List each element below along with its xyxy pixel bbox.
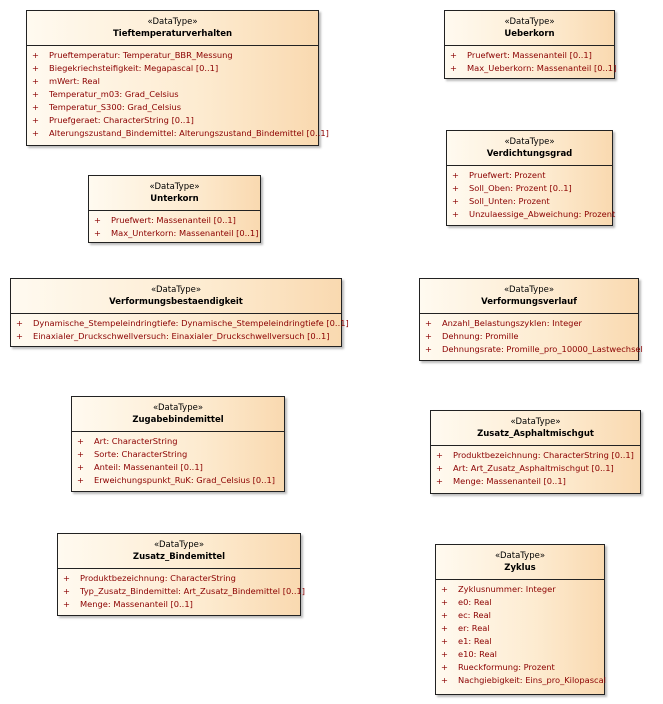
public-visibility-icon: +: [77, 462, 84, 472]
attribute-row[interactable]: [27, 101, 318, 114]
public-visibility-icon: +: [441, 636, 448, 646]
attribute-text: Art: CharacterString: [94, 436, 178, 446]
class-header: [89, 176, 260, 211]
class-name: Verdichtungsgrad: [486, 149, 573, 159]
stereotype-label: «DataType»: [149, 182, 200, 192]
class-name: Tieftemperaturverhalten: [112, 29, 233, 39]
attribute-text: Anzahl_Belastungszyklen: Integer: [442, 318, 582, 328]
attribute-compartment: [27, 46, 329, 143]
class-header: [72, 397, 284, 432]
public-visibility-icon: +: [77, 475, 84, 485]
public-visibility-icon: +: [441, 597, 448, 607]
attribute-text: Unzulaessige_Abweichung: Prozent: [469, 209, 616, 219]
attribute-row[interactable]: [447, 195, 612, 208]
attribute-row[interactable]: [58, 572, 300, 585]
attribute-row[interactable]: [27, 114, 318, 127]
attribute-text: Pruefwert: Prozent: [469, 170, 546, 180]
datatype-class-ueberkorn[interactable]: [444, 10, 615, 79]
public-visibility-icon: +: [32, 63, 39, 73]
attribute-row[interactable]: [27, 62, 318, 75]
stereotype-label: «DataType»: [510, 417, 561, 427]
attribute-compartment: [89, 211, 260, 243]
attribute-row[interactable]: [72, 448, 284, 461]
attribute-row[interactable]: [436, 596, 604, 609]
public-visibility-icon: +: [441, 610, 448, 620]
attribute-text: Sorte: CharacterString: [94, 449, 188, 459]
class-header: [58, 534, 300, 569]
class-name: Ueberkorn: [504, 29, 555, 39]
attribute-row[interactable]: [72, 435, 284, 448]
attribute-row[interactable]: [420, 343, 643, 356]
attribute-text: Anteil: Massenanteil [0..1]: [94, 462, 203, 472]
attribute-text: Menge: Massenanteil [0..1]: [80, 599, 193, 609]
attribute-text: mWert: Real: [49, 76, 100, 86]
class-header: [436, 545, 604, 580]
attribute-text: Temperatur_S300: Grad_Celsius: [49, 102, 182, 112]
attribute-row[interactable]: [436, 583, 604, 596]
attribute-row[interactable]: [11, 317, 349, 330]
attribute-text: Erweichungspunkt_RuK: Grad_Celsius [0..1]: [94, 475, 275, 485]
class-name: Verformungsbestaendigkeit: [109, 297, 243, 307]
attribute-row[interactable]: [431, 449, 640, 462]
stereotype-label: «DataType»: [153, 540, 205, 550]
attribute-row[interactable]: [72, 461, 284, 474]
attribute-row[interactable]: [27, 88, 318, 101]
class-header: [445, 11, 614, 46]
public-visibility-icon: +: [16, 318, 23, 328]
attribute-compartment: [72, 432, 284, 490]
datatype-class-zugabebindemittel[interactable]: [71, 396, 285, 492]
attribute-text: Einaxialer_Druckschwellversuch: Einaxialer_Druckschwellversuch [0..1]: [33, 331, 330, 341]
attribute-row[interactable]: [447, 169, 612, 182]
public-visibility-icon: +: [441, 623, 448, 633]
attribute-compartment: [431, 446, 640, 491]
attribute-text: Temperatur_m03: Grad_Celsius: [49, 89, 179, 99]
class-name: Zugabebindemittel: [132, 415, 224, 425]
datatype-class-zusatz-asphaltmischgut[interactable]: [430, 410, 641, 494]
attribute-row[interactable]: [27, 49, 318, 62]
public-visibility-icon: +: [63, 599, 70, 609]
attribute-row[interactable]: [58, 585, 306, 598]
class-name: Verformungsverlauf: [481, 297, 577, 307]
attribute-row[interactable]: [431, 475, 640, 488]
public-visibility-icon: +: [425, 318, 432, 328]
datatype-class-verformungsverlauf[interactable]: [419, 278, 643, 361]
public-visibility-icon: +: [452, 170, 459, 180]
stereotype-label: «DataType»: [494, 551, 546, 561]
public-visibility-icon: +: [77, 436, 84, 446]
public-visibility-icon: +: [32, 115, 39, 125]
public-visibility-icon: +: [452, 209, 459, 219]
attribute-row[interactable]: [431, 462, 640, 475]
attribute-text: Prueftemperatur: Temperatur_BBR_Messung: [49, 50, 233, 60]
attribute-row[interactable]: [89, 214, 260, 227]
attribute-compartment: [420, 314, 643, 359]
public-visibility-icon: +: [441, 662, 448, 672]
datatype-class-zyklus[interactable]: [435, 544, 605, 695]
stereotype-label: «DataType»: [503, 285, 555, 295]
class-header: [27, 11, 318, 46]
attribute-text: Pruefgeraet: CharacterString [0..1]: [49, 115, 194, 125]
attribute-text: Art: Art_Zusatz_Asphaltmischgut [0..1]: [453, 463, 614, 473]
attribute-text: er: Real: [458, 623, 490, 633]
public-visibility-icon: +: [32, 50, 39, 60]
attribute-text: e0: Real: [458, 597, 492, 607]
public-visibility-icon: +: [32, 76, 39, 86]
attribute-row[interactable]: [436, 635, 604, 648]
attribute-text: Max_Unterkorn: Massenanteil [0..1]: [111, 228, 259, 238]
datatype-class-zusatz-bindemittel[interactable]: [57, 533, 306, 616]
attribute-row[interactable]: [11, 330, 341, 343]
class-name: Zyklus: [504, 563, 536, 573]
attribute-text: Max_Ueberkorn: Massenanteil [0..1]: [467, 63, 617, 73]
attribute-row[interactable]: [27, 127, 329, 140]
attribute-text: Soll_Unten: Prozent: [469, 196, 550, 206]
attribute-row[interactable]: [27, 75, 318, 88]
public-visibility-icon: +: [425, 331, 432, 341]
class-header: [11, 279, 341, 314]
public-visibility-icon: +: [436, 476, 443, 486]
public-visibility-icon: +: [32, 128, 39, 138]
public-visibility-icon: +: [452, 183, 459, 193]
attribute-text: Nachgiebigkeit: Eins_pro_Kilopascal: [458, 675, 606, 685]
attribute-text: Rueckformung: Prozent: [458, 662, 555, 672]
public-visibility-icon: +: [436, 450, 443, 460]
stereotype-label: «DataType»: [150, 285, 202, 295]
attribute-compartment: [58, 569, 306, 614]
class-header: [420, 279, 638, 314]
class-header: [431, 411, 640, 446]
stereotype-label: «DataType»: [152, 403, 204, 413]
attribute-row[interactable]: [445, 62, 617, 75]
attribute-text: Dehnung: Promille: [442, 331, 519, 341]
attribute-text: Produktbezeichnung: CharacterString: [80, 573, 236, 583]
public-visibility-icon: +: [441, 675, 448, 685]
public-visibility-icon: +: [436, 463, 443, 473]
attribute-text: Pruefwert: Massenanteil [0..1]: [111, 215, 236, 225]
attribute-text: Pruefwert: Massenanteil [0..1]: [467, 50, 592, 60]
attribute-text: Produktbezeichnung: CharacterString [0..1]: [453, 450, 634, 460]
attribute-compartment: [447, 166, 616, 224]
datatype-class-verformungsbestaendigkeit[interactable]: [10, 278, 349, 347]
attribute-text: Soll_Oben: Prozent [0..1]: [469, 183, 572, 193]
attribute-text: e1: Real: [458, 636, 492, 646]
stereotype-label: «DataType»: [504, 17, 555, 27]
public-visibility-icon: +: [425, 344, 432, 354]
public-visibility-icon: +: [450, 63, 457, 73]
attribute-row[interactable]: [89, 227, 260, 240]
attribute-compartment: [11, 314, 349, 346]
datatype-class-verdichtungsgrad[interactable]: [446, 130, 616, 226]
datatype-class-unterkorn[interactable]: [88, 175, 261, 243]
attribute-text: Alterungszustand_Bindemittel: Alterungszustand_Bindemittel [0..1]: [49, 128, 329, 138]
attribute-text: ec: Real: [458, 610, 491, 620]
attribute-text: Menge: Massenanteil [0..1]: [453, 476, 566, 486]
attribute-row[interactable]: [420, 317, 638, 330]
attribute-compartment: [436, 580, 604, 690]
class-name: Zusatz_Bindemittel: [132, 552, 226, 562]
public-visibility-icon: +: [441, 584, 448, 594]
public-visibility-icon: +: [32, 89, 39, 99]
attribute-row[interactable]: [436, 674, 604, 687]
attribute-row[interactable]: [72, 474, 284, 487]
attribute-row[interactable]: [447, 182, 612, 195]
public-visibility-icon: +: [16, 331, 23, 341]
public-visibility-icon: +: [450, 50, 457, 60]
attribute-compartment: [445, 46, 617, 78]
attribute-row[interactable]: [436, 648, 604, 661]
class-name: Zusatz_Asphaltmischgut: [477, 429, 594, 439]
attribute-text: Zyklusnummer: Integer: [458, 584, 556, 594]
attribute-row[interactable]: [436, 661, 604, 674]
datatype-class-tieftemperaturverhalten[interactable]: [26, 10, 329, 146]
attribute-text: Dynamische_Stempeleindringtiefe: Dynamische_Stempeleindringtiefe [0..1]: [33, 318, 349, 328]
attribute-text: Biegekriechsteifigkeit: Megapascal [0..1]: [49, 63, 219, 73]
attribute-text: e10: Real: [458, 649, 497, 659]
public-visibility-icon: +: [441, 649, 448, 659]
public-visibility-icon: +: [77, 449, 84, 459]
stereotype-label: «DataType»: [147, 17, 198, 27]
public-visibility-icon: +: [63, 573, 70, 583]
stereotype-label: «DataType»: [504, 137, 555, 147]
public-visibility-icon: +: [32, 102, 39, 112]
attribute-text: Dehnungsrate: Promille_pro_10000_Lastwechsel: [442, 344, 643, 354]
attribute-row[interactable]: [436, 622, 604, 635]
public-visibility-icon: +: [452, 196, 459, 206]
attribute-row[interactable]: [58, 598, 300, 611]
attribute-row[interactable]: [445, 49, 614, 62]
attribute-row[interactable]: [436, 609, 604, 622]
attribute-row[interactable]: [420, 330, 638, 343]
attribute-text: Typ_Zusatz_Bindemittel: Art_Zusatz_Bindemittel [0..1]: [80, 586, 306, 596]
public-visibility-icon: +: [94, 228, 101, 238]
attribute-row[interactable]: [447, 208, 616, 221]
public-visibility-icon: +: [63, 586, 70, 596]
public-visibility-icon: +: [94, 215, 101, 225]
class-header: [447, 131, 612, 166]
class-name: Unterkorn: [150, 194, 199, 204]
